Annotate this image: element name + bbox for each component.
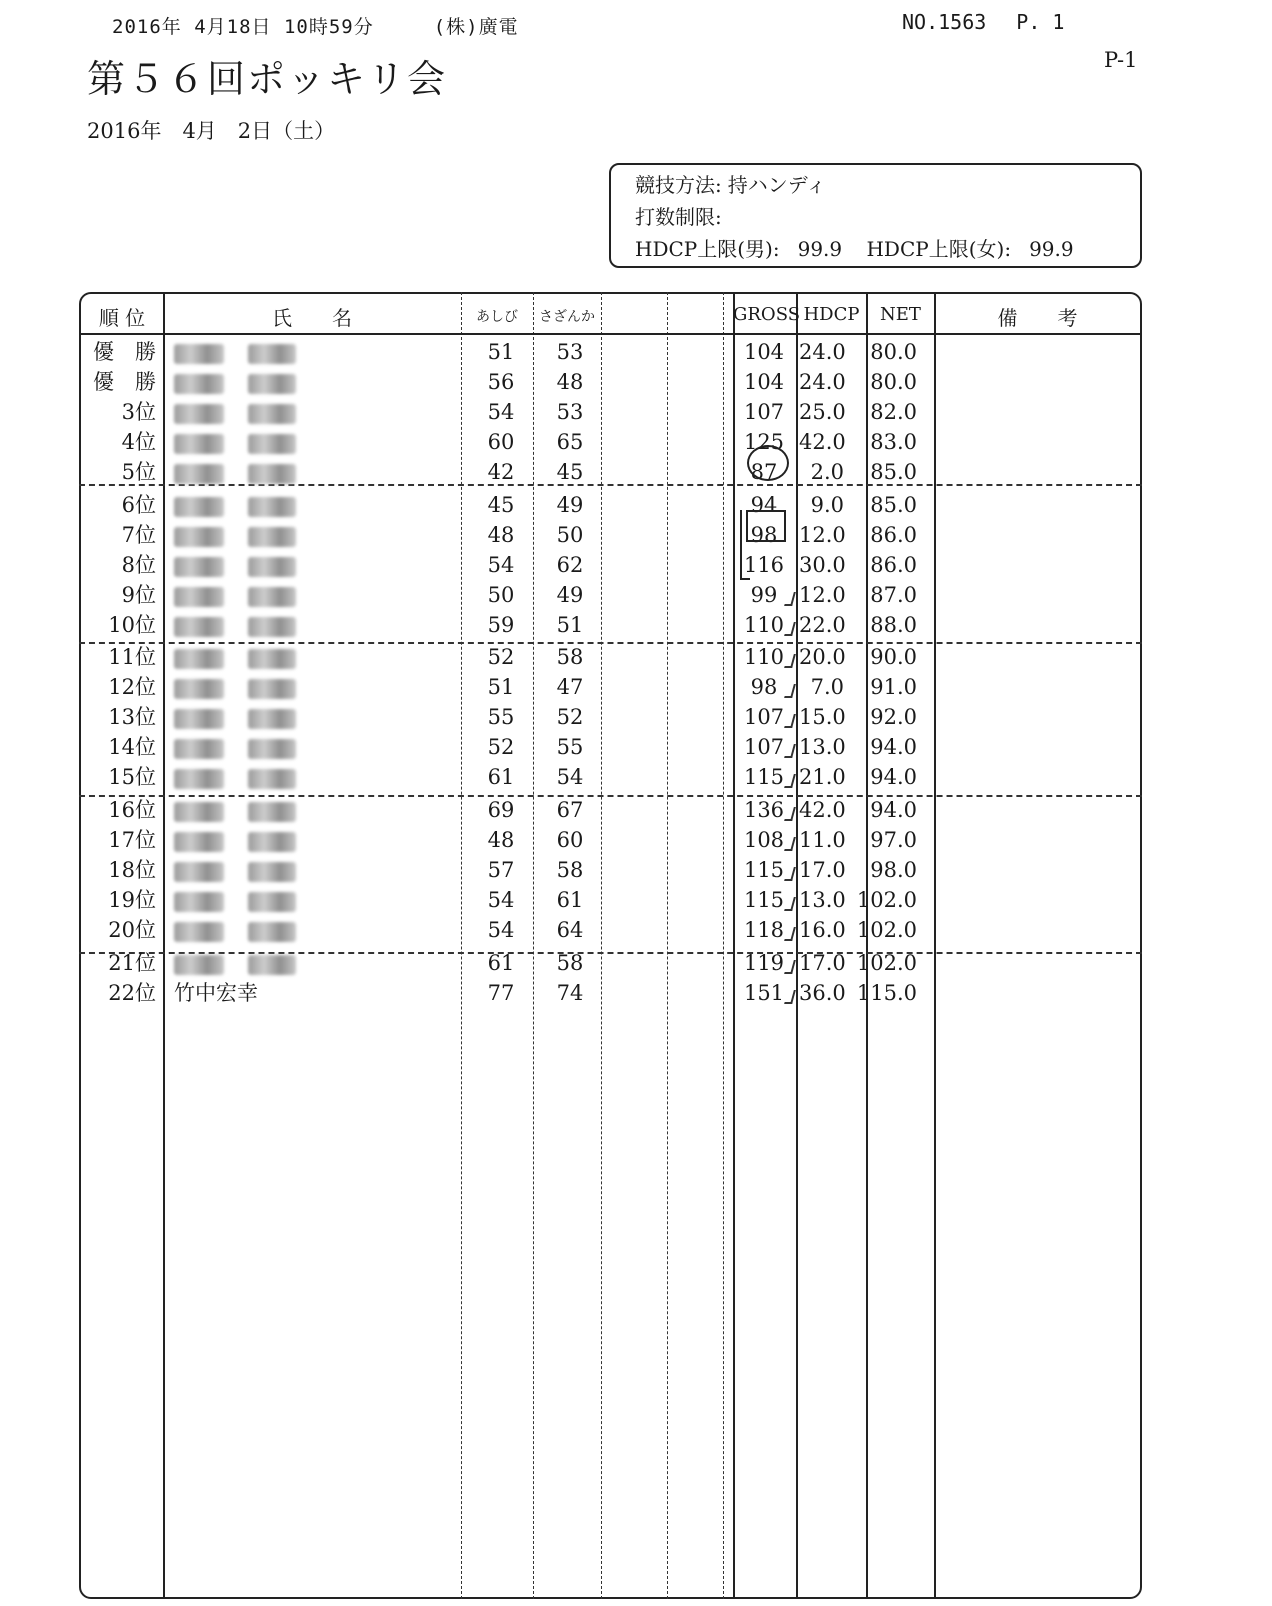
table-row (79, 337, 1142, 367)
gross-score: 99 (750, 583, 778, 607)
col-name: 氏 名 (272, 306, 352, 330)
hdcp-value: 20.0 (799, 645, 846, 669)
gross-score: 98 (750, 675, 778, 699)
rank-cell: 10位 (108, 613, 156, 637)
stroke-limit-label: 打数制限: (635, 205, 722, 229)
page-code: P-1 (1104, 48, 1138, 72)
redaction-block (248, 679, 296, 699)
rank-cell: 12位 (108, 675, 156, 699)
page-title: 第５６回ポッキリ会 (87, 57, 448, 101)
course2-score: 74 (556, 981, 584, 1005)
hdcp-value: 11.0 (799, 828, 846, 852)
redaction-block (248, 862, 296, 882)
hdcp-value: 24.0 (799, 370, 846, 394)
rank-cell: 7位 (121, 523, 156, 547)
redaction-block (248, 955, 296, 975)
redaction-block (248, 922, 296, 942)
redaction-block (174, 497, 224, 517)
table-row (79, 702, 1142, 732)
course1-score: 56 (487, 370, 515, 394)
rank-cell: 11位 (108, 645, 156, 669)
results-table (79, 292, 1142, 1599)
rank-cell: 8位 (121, 553, 156, 577)
redaction-block (174, 679, 224, 699)
net-score: 115.0 (856, 981, 917, 1005)
redaction-block (174, 374, 224, 394)
print-timestamp (112, 12, 519, 39)
player-name-redacted (174, 702, 454, 732)
divider-remarks (934, 292, 936, 1599)
divider-spare2 (723, 292, 724, 1599)
col-gross: GROSS (733, 304, 801, 325)
rank-cell: 15位 (108, 765, 156, 789)
hdcp-limit-line (635, 233, 1140, 265)
net-score: 80.0 (870, 340, 917, 364)
gross-score: 136 (743, 798, 785, 822)
redaction-block (248, 649, 296, 669)
player-name-redacted (174, 520, 454, 550)
course2-score: 64 (556, 918, 584, 942)
redaction-block (248, 802, 296, 822)
player-name-redacted (174, 795, 454, 825)
course2-score: 48 (556, 370, 584, 394)
net-score: 83.0 (870, 430, 917, 454)
divider-gross (733, 292, 735, 1599)
course2-score: 49 (556, 493, 584, 517)
gross-score: 98 (750, 523, 778, 547)
table-row (79, 427, 1142, 457)
gross-score: 87 (750, 460, 778, 484)
net-score: 80.0 (870, 370, 917, 394)
hdcp-value: 42.0 (799, 798, 846, 822)
rank-cell: 21位 (108, 951, 156, 975)
course2-score: 58 (556, 858, 584, 882)
hdcp-value: 25.0 (799, 400, 846, 424)
hdcp-female-value: 99.9 (1029, 237, 1074, 261)
redaction-block (248, 832, 296, 852)
rank-cell: 19位 (108, 888, 156, 912)
rank-cell: 14位 (108, 735, 156, 759)
table-row (79, 762, 1142, 792)
hdcp-value: 24.0 (799, 340, 846, 364)
course1-score: 57 (487, 858, 515, 882)
gross-score: 108 (743, 828, 785, 852)
hdcp-value: 30.0 (799, 553, 846, 577)
document-number (902, 10, 1064, 34)
hdcp-value: 17.0 (799, 951, 846, 975)
player-name-redacted (174, 915, 454, 945)
table-row (79, 580, 1142, 610)
gross-score: 115 (743, 858, 785, 882)
redaction-block (174, 802, 224, 822)
rank-cell: 9位 (121, 583, 156, 607)
course1-score: 52 (487, 735, 515, 759)
net-score: 94.0 (870, 765, 917, 789)
player-family-name: 竹中 (174, 981, 216, 1005)
hdcp-value: 42.0 (799, 430, 846, 454)
table-row (79, 397, 1142, 427)
hdcp-value: 16.0 (799, 918, 846, 942)
redaction-block (174, 557, 224, 577)
table-row (79, 367, 1142, 397)
net-score: 86.0 (870, 553, 917, 577)
net-score: 92.0 (870, 705, 917, 729)
player-name-redacted (174, 457, 454, 487)
gross-box-mark (746, 510, 786, 542)
table-row (79, 642, 1142, 672)
table-row (79, 672, 1142, 702)
gross-score: 119 (743, 951, 785, 975)
table-row (79, 550, 1142, 580)
redaction-block (248, 527, 296, 547)
hdcp-value: 12.0 (799, 583, 846, 607)
course2-score: 67 (556, 798, 584, 822)
net-score: 88.0 (870, 613, 917, 637)
player-name-redacted (174, 367, 454, 397)
hdcp-value: 17.0 (799, 858, 846, 882)
gross-score: 116 (743, 553, 785, 577)
player-name (174, 978, 454, 1008)
redaction-block (174, 739, 224, 759)
course1-score: 48 (487, 523, 515, 547)
redaction-block (248, 344, 296, 364)
redaction-block (174, 832, 224, 852)
net-score: 90.0 (870, 645, 917, 669)
table-row (79, 732, 1142, 762)
redaction-block (174, 955, 224, 975)
course2-score: 60 (556, 828, 584, 852)
player-name-redacted (174, 580, 454, 610)
redaction-block (248, 404, 296, 424)
method-label: 競技方法: (635, 173, 722, 197)
course1-score: 55 (487, 705, 515, 729)
rank-cell: 4位 (121, 430, 156, 454)
rank-cell: 5位 (121, 460, 156, 484)
stroke-limit-line (635, 201, 1140, 233)
hdcp-value: 7.0 (810, 675, 844, 699)
redaction-block (248, 769, 296, 789)
course2-score: 50 (556, 523, 584, 547)
course1-score: 52 (487, 645, 515, 669)
gross-score: 118 (743, 918, 785, 942)
course1-score: 59 (487, 613, 515, 637)
divider-hdcp (796, 292, 798, 1599)
net-score: 102.0 (856, 951, 917, 975)
course1-score: 45 (487, 493, 515, 517)
redaction-block (174, 434, 224, 454)
gross-score: 104 (743, 370, 785, 394)
table-row (79, 490, 1142, 520)
net-score: 85.0 (870, 460, 917, 484)
table-row (79, 825, 1142, 855)
hdcp-male-label: HDCP上限(男): (635, 237, 780, 261)
redaction-block (174, 862, 224, 882)
net-score: 102.0 (856, 888, 917, 912)
course2-score: 51 (556, 613, 584, 637)
doc-no: NO.1563 (902, 10, 987, 34)
gross-score: 115 (743, 765, 785, 789)
player-name-redacted (174, 550, 454, 580)
col-net: NET (880, 304, 921, 325)
redaction-block (174, 769, 224, 789)
hdcp-value: 13.0 (799, 735, 846, 759)
hdcp-value: 9.0 (810, 493, 844, 517)
redaction-block (248, 892, 296, 912)
course1-score: 51 (487, 340, 515, 364)
net-score: 86.0 (870, 523, 917, 547)
col-course1: あしび (476, 309, 518, 325)
redaction-block (248, 374, 296, 394)
rank-cell: 13位 (108, 705, 156, 729)
col-course2: さざんか (539, 309, 595, 325)
divider-rank (163, 292, 165, 1599)
gross-score: 125 (743, 430, 785, 454)
net-score: 91.0 (870, 675, 917, 699)
redaction-block (248, 557, 296, 577)
print-datetime: 2016年 4月18日 10時59分 (112, 16, 374, 38)
hdcp-value: 15.0 (799, 705, 846, 729)
gross-score: 110 (743, 613, 785, 637)
redaction-block (248, 739, 296, 759)
rank-cell: 17位 (108, 828, 156, 852)
course2-score: 55 (556, 735, 584, 759)
player-name-redacted (174, 610, 454, 640)
course1-score: 54 (487, 400, 515, 424)
header-rule (79, 333, 1142, 335)
redaction-block (174, 527, 224, 547)
course2-score: 53 (556, 400, 584, 424)
course1-score: 61 (487, 765, 515, 789)
table-row (79, 915, 1142, 945)
page-number: P. 1 (1016, 10, 1065, 34)
net-score: 102.0 (856, 918, 917, 942)
divider-course1 (533, 292, 534, 1599)
course1-score: 54 (487, 553, 515, 577)
redaction-block (248, 587, 296, 607)
rank-cell: 16位 (108, 798, 156, 822)
redaction-block (174, 344, 224, 364)
player-name-redacted (174, 397, 454, 427)
event-date: 2016年 4月 2日（土） (87, 119, 336, 143)
redaction-block (248, 434, 296, 454)
table-row (79, 457, 1142, 487)
course1-score: 54 (487, 918, 515, 942)
net-score: 87.0 (870, 583, 917, 607)
table-row (79, 520, 1142, 550)
competition-conditions (609, 163, 1142, 268)
course2-score: 47 (556, 675, 584, 699)
hdcp-value: 2.0 (810, 460, 844, 484)
gross-score: 107 (743, 705, 785, 729)
table-row (79, 948, 1142, 978)
net-score: 82.0 (870, 400, 917, 424)
course1-score: 51 (487, 675, 515, 699)
course1-score: 42 (487, 460, 515, 484)
player-name-redacted (174, 337, 454, 367)
gross-score: 151 (743, 981, 785, 1005)
gross-score: 110 (743, 645, 785, 669)
course1-score: 54 (487, 888, 515, 912)
rank-cell: 優 勝 (93, 370, 156, 394)
course2-score: 62 (556, 553, 584, 577)
hdcp-male-value: 99.9 (797, 237, 843, 261)
player-name-redacted (174, 672, 454, 702)
gross-score: 107 (743, 735, 785, 759)
redaction-block (174, 892, 224, 912)
course2-score: 58 (556, 951, 584, 975)
col-remarks: 備 考 (997, 306, 1078, 330)
gross-score: 115 (743, 888, 785, 912)
table-row (79, 795, 1142, 825)
player-name-redacted (174, 642, 454, 672)
course2-score: 58 (556, 645, 584, 669)
table-row (79, 885, 1142, 915)
net-score: 94.0 (870, 798, 917, 822)
redaction-block (248, 617, 296, 637)
rank-cell: 20位 (108, 918, 156, 942)
hdcp-value: 13.0 (799, 888, 846, 912)
table-row (79, 855, 1142, 885)
redaction-block (248, 497, 296, 517)
col-hdcp: HDCP (803, 304, 860, 325)
redaction-block (248, 464, 296, 484)
table-row (79, 978, 1142, 1008)
course1-score: 48 (487, 828, 515, 852)
hdcp-value: 21.0 (799, 765, 846, 789)
player-name-redacted (174, 885, 454, 915)
player-name-redacted (174, 948, 454, 978)
rank-cell: 3位 (121, 400, 156, 424)
player-name-redacted (174, 825, 454, 855)
net-score: 94.0 (870, 735, 917, 759)
course2-score: 53 (556, 340, 584, 364)
company-name: (株)廣電 (433, 16, 519, 38)
player-name-redacted (174, 732, 454, 762)
method-value: 持ハンディ (727, 173, 827, 197)
redaction-block (248, 709, 296, 729)
player-name-redacted (174, 855, 454, 885)
course2-score: 54 (556, 765, 584, 789)
course2-score: 45 (556, 460, 584, 484)
player-name-redacted (174, 427, 454, 457)
net-score: 97.0 (870, 828, 917, 852)
redaction-block (174, 649, 224, 669)
hdcp-female-label: HDCP上限(女): (866, 237, 1012, 261)
table-row (79, 610, 1142, 640)
col-rank: 順 位 (98, 306, 146, 330)
course1-score: 60 (487, 430, 515, 454)
divider-course2 (601, 292, 602, 1599)
rank-cell: 6位 (121, 493, 156, 517)
method-line (635, 169, 1140, 201)
player-name-redacted (174, 490, 454, 520)
gross-score: 104 (743, 340, 785, 364)
course2-score: 61 (556, 888, 584, 912)
gross-bracket-mark (740, 510, 750, 580)
redaction-block (174, 617, 224, 637)
redaction-block (174, 922, 224, 942)
gross-circle-mark (747, 445, 789, 481)
redaction-block (174, 404, 224, 424)
gross-score: 107 (743, 400, 785, 424)
rank-cell: 優 勝 (93, 340, 156, 364)
course1-score: 50 (487, 583, 515, 607)
redaction-block (174, 587, 224, 607)
hdcp-value: 22.0 (799, 613, 846, 637)
redaction-block (174, 709, 224, 729)
course1-score: 69 (487, 798, 515, 822)
course2-score: 49 (556, 583, 584, 607)
divider-net (866, 292, 868, 1599)
net-score: 98.0 (870, 858, 917, 882)
divider-name (461, 292, 462, 1599)
course1-score: 61 (487, 951, 515, 975)
rank-cell: 18位 (108, 858, 156, 882)
hdcp-value: 12.0 (799, 523, 846, 547)
gross-score: 94 (750, 493, 778, 517)
net-score: 85.0 (870, 493, 917, 517)
rank-cell: 22位 (108, 981, 156, 1005)
course2-score: 52 (556, 705, 584, 729)
player-given-name: 宏幸 (216, 981, 258, 1005)
player-name-redacted (174, 762, 454, 792)
divider-spare1 (667, 292, 668, 1599)
course2-score: 65 (556, 430, 584, 454)
course1-score: 77 (487, 981, 515, 1005)
hdcp-value: 36.0 (799, 981, 846, 1005)
redaction-block (174, 464, 224, 484)
